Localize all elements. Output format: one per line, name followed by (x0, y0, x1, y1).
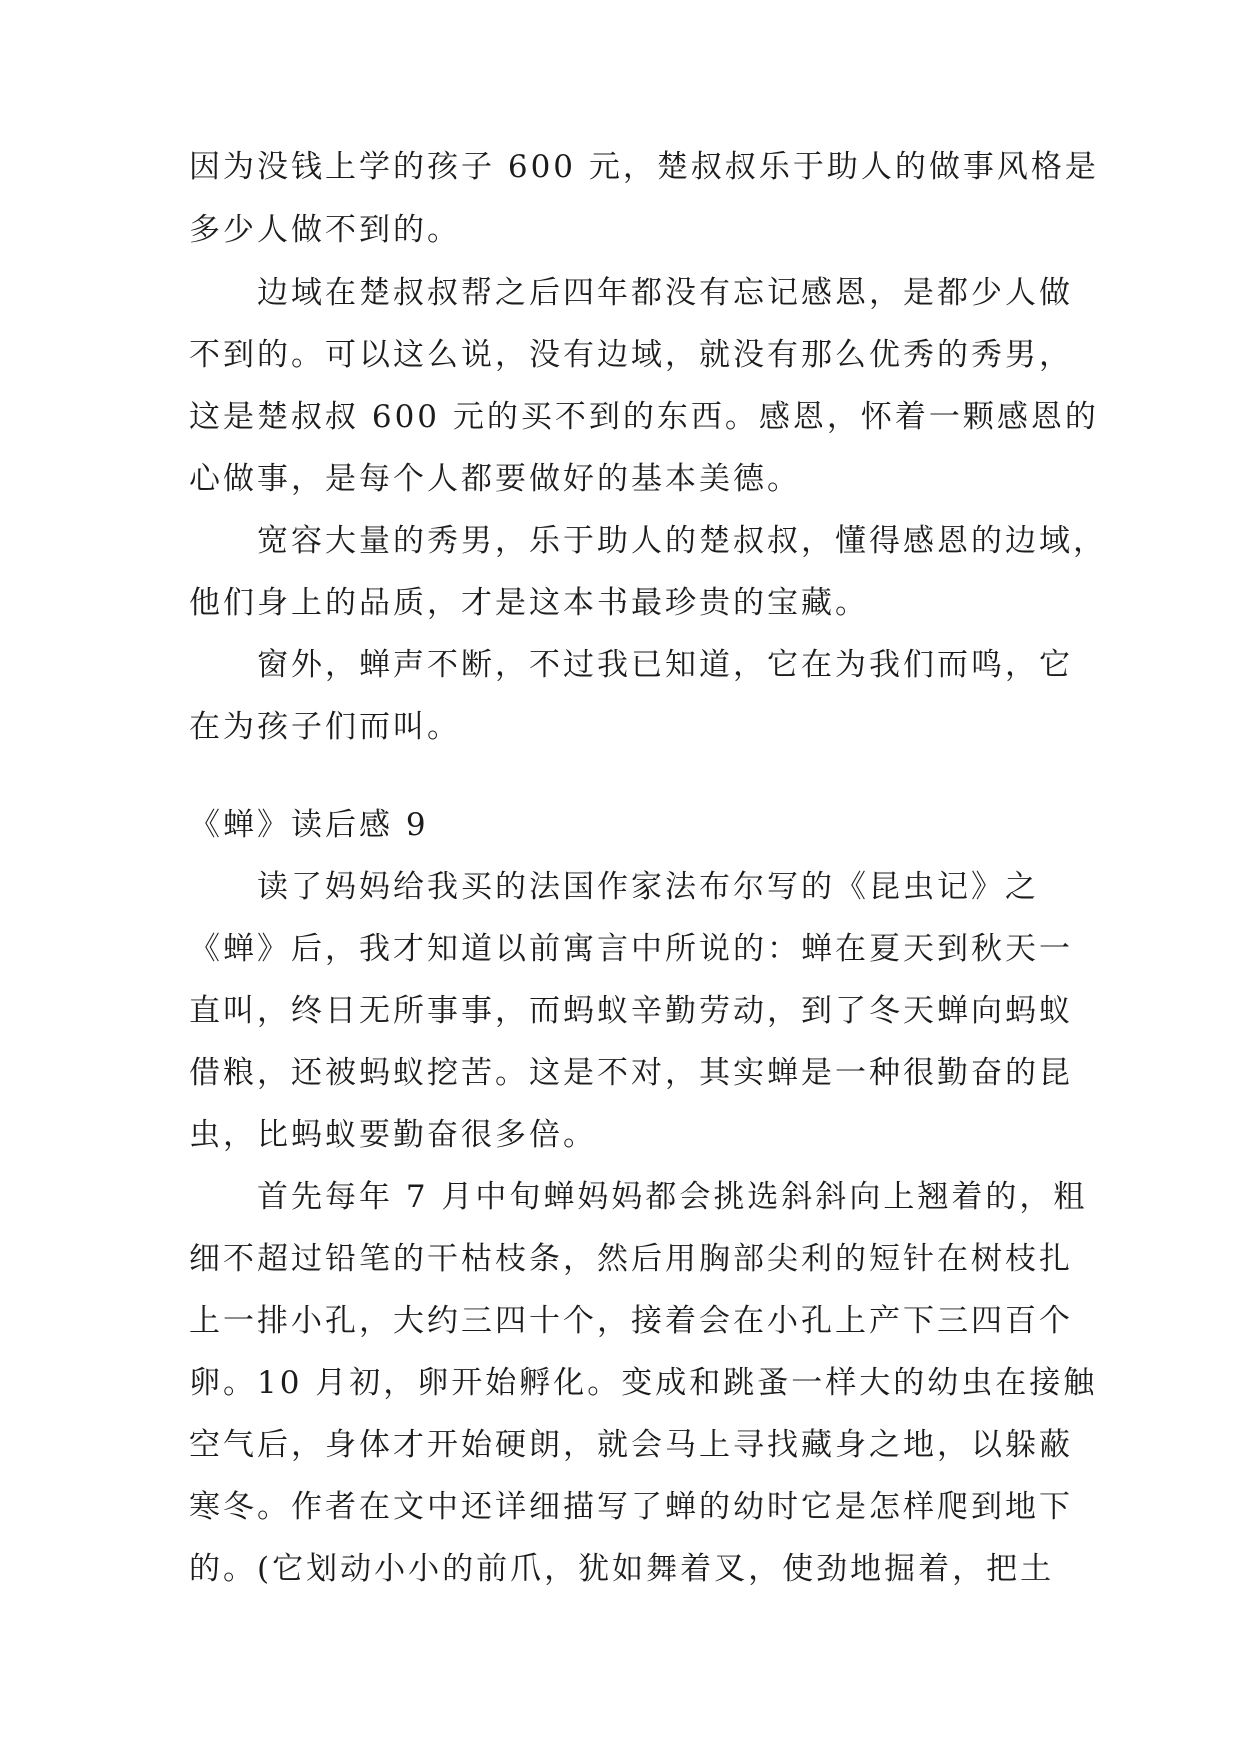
paragraph-line: 的。(它划动小小的前爪，犹如舞着叉，使劲地掘着，把土 (189, 1551, 1055, 1587)
paragraph-line: 读了妈妈给我买的法国作家法布尔写的《昆虫记》之 (257, 869, 1039, 905)
paragraph-line: 宽容大量的秀男，乐于助人的楚叔叔，懂得感恩的边域， (257, 523, 1107, 559)
paragraph-line: 在为孩子们而叫。 (189, 709, 461, 745)
paragraph-line: 虫，比蚂蚁要勤奋很多倍。 (189, 1117, 597, 1153)
paragraph-line: 上一排小孔，大约三四十个，接着会在小孔上产下三四百个 (189, 1303, 1073, 1339)
paragraph-line: 不到的。可以这么说，没有边域，就没有那么优秀的秀男， (189, 337, 1073, 373)
paragraph-line: 细不超过铅笔的干枯枝条，然后用胸部尖利的短针在树枝扎 (189, 1241, 1073, 1277)
section-heading: 《蝉》读后感 9 (189, 807, 429, 843)
paragraph-line: 直叫，终日无所事事，而蚂蚁辛勤劳动，到了冬天蝉向蚂蚁 (189, 993, 1073, 1029)
paragraph-line: 他们身上的品质，才是这本书最珍贵的宝藏。 (189, 585, 869, 621)
paragraph-line: 卵。10 月初，卵开始孵化。变成和跳蚤一样大的幼虫在接触 (189, 1365, 1098, 1401)
paragraph-line: 心做事，是每个人都要做好的基本美德。 (189, 461, 801, 497)
paragraph-line: 这是楚叔叔 600 元的买不到的东西。感恩，怀着一颗感恩的 (189, 399, 1099, 435)
paragraph-line: 借粮，还被蚂蚁挖苦。这是不对，其实蝉是一种很勤奋的昆 (189, 1055, 1073, 1091)
paragraph-line: 首先每年 7 月中旬蝉妈妈都会挑选斜斜向上翘着的，粗 (257, 1179, 1088, 1215)
paragraph-line: 因为没钱上学的孩子 600 元，楚叔叔乐于助人的做事风格是 (189, 149, 1099, 185)
paragraph-line: 《蝉》后，我才知道以前寓言中所说的：蝉在夏天到秋天一 (189, 931, 1073, 967)
paragraph-line: 寒冬。作者在文中还详细描写了蝉的幼时它是怎样爬到地下 (189, 1489, 1073, 1525)
paragraph-line: 边域在楚叔叔帮之后四年都没有忘记感恩，是都少人做 (257, 275, 1073, 311)
paragraph-line: 多少人做不到的。 (189, 212, 461, 248)
paragraph-line: 窗外，蝉声不断，不过我已知道，它在为我们而鸣，它 (257, 647, 1073, 683)
paragraph-line: 空气后，身体才开始硬朗，就会马上寻找藏身之地，以躲蔽 (189, 1427, 1073, 1463)
